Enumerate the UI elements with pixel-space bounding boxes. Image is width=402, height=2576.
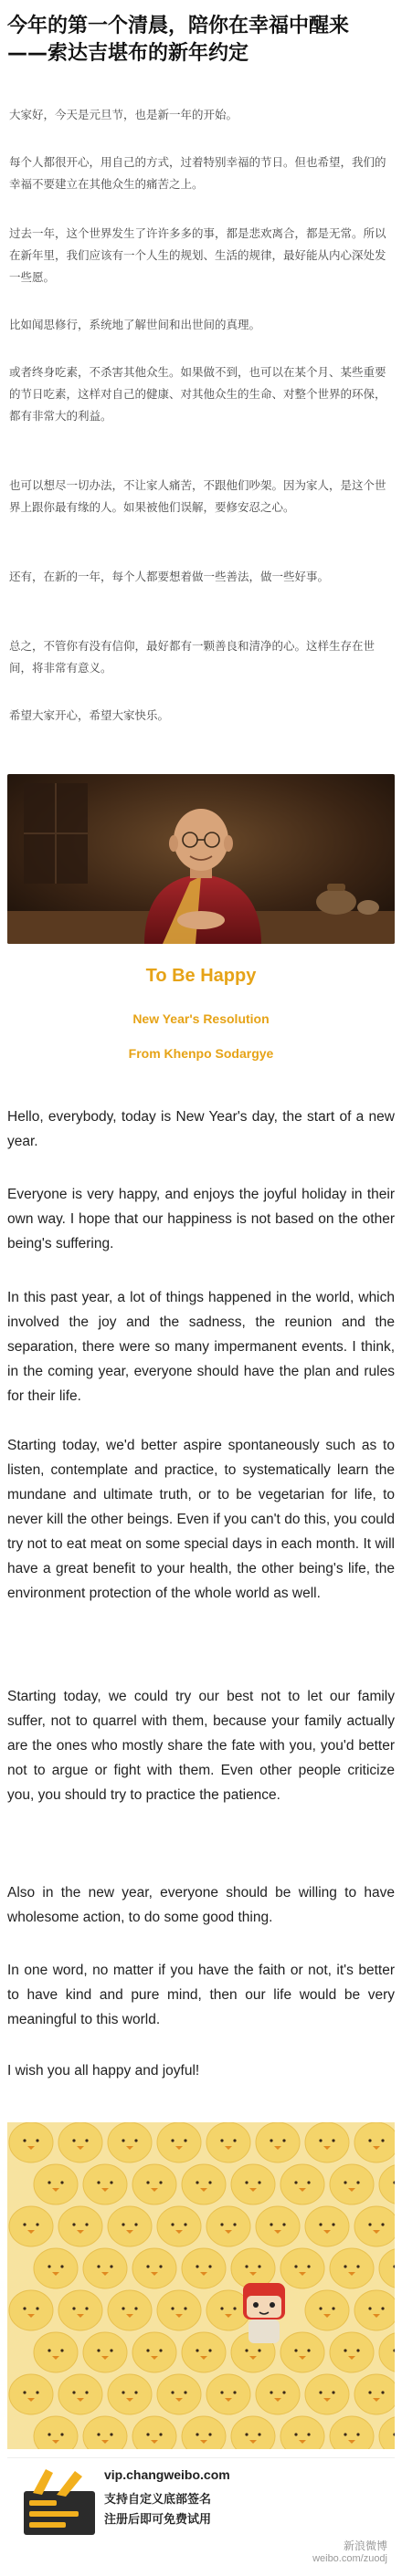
chick-eye: [184, 2307, 186, 2309]
chick-eye: [122, 2307, 124, 2309]
chick-eye: [356, 2265, 359, 2267]
chick-eye: [122, 2223, 124, 2225]
chick-icon: [132, 2332, 176, 2372]
cn-paragraph-1: 大家好，今天是元旦节，也是新一年的开始。: [9, 108, 238, 121]
chick-icon: [34, 2248, 78, 2288]
chick-icon: [132, 2164, 176, 2204]
chick-eye: [332, 2391, 334, 2393]
chick-icon: [354, 2206, 395, 2246]
en-paragraph-4: Starting today, we'd better aspire spontaneously such as to listen, contemplate and practice, to systematically learn the mundane and ultimate truth, or to be vegetarian for life, to never kill the other beings. Even if you can't do this, you could try not to eat meat on some special days in each month. It will have a great benefit to your health, the other being's life, the environment protection of the whole world as well.: [7, 1438, 395, 1601]
chick-eye: [72, 2307, 75, 2309]
en-heading: To Be Happy: [145, 966, 257, 986]
chick-icon: [34, 2164, 78, 2204]
chick-eye: [110, 2181, 112, 2183]
chick-icon: [58, 2374, 102, 2414]
chick-icon: [182, 2164, 226, 2204]
chick-eye: [245, 2349, 248, 2351]
chick-eye: [319, 2223, 322, 2225]
chick-eye: [356, 2433, 359, 2435]
chick-eye: [381, 2223, 384, 2225]
chick-icon: [83, 2332, 127, 2372]
chicks-illustration: [7, 2122, 395, 2449]
chick-eye: [208, 2433, 211, 2435]
chick-eye: [159, 2265, 162, 2267]
cn-paragraph-5: 或者终身吃素，不杀害其他众生。如果做不到，也可以在某个月、某些重要的节日吃素，这样对自己的健康、对其他众生的生命、对整个世界的环保，都有非常大的利益。: [9, 365, 386, 423]
chick-eye: [110, 2265, 112, 2267]
chick-eye: [294, 2265, 297, 2267]
cn-paragraph-6: 也可以想尽一切办法，不让家人痛苦，不跟他们吵架。因为家人，是这个世界上跟你最有缘的人。如果被他们误解，要修安忍之心。: [9, 478, 386, 514]
chick-eye: [381, 2391, 384, 2393]
chick-icon: [280, 2332, 324, 2372]
chick-icon: [83, 2248, 127, 2288]
weibo-watermark-name: 新浪微博: [343, 2539, 387, 2552]
chick-eye: [159, 2349, 162, 2351]
chick-icon: [354, 2374, 395, 2414]
chick-eye: [344, 2265, 346, 2267]
cn-paragraph-8: 总之，不管你有没有信仰，最好都有一颗善良和清净的心。这样生存在世间，将非常有意义。: [9, 639, 376, 675]
chick-eye: [208, 2181, 211, 2183]
chick-eye: [134, 2223, 137, 2225]
chick-icon: [330, 2164, 374, 2204]
chick-eye: [294, 2181, 297, 2183]
chick-eye: [23, 2307, 26, 2309]
chick-eye: [282, 2139, 285, 2141]
chick-icon: [280, 2248, 324, 2288]
chick-eye: [23, 2223, 26, 2225]
chick-eye: [48, 2349, 50, 2351]
khenpo-photo: [7, 774, 395, 944]
cn-paragraph-2: 每个人都很开心，用自己的方式，过着特别幸福的节日。但也希望，我们的幸福不要建立在其他众生的痛苦之上。: [9, 155, 386, 191]
red-character-icon: [243, 2283, 285, 2343]
chick-eye: [146, 2433, 149, 2435]
chick-eye: [36, 2307, 38, 2309]
en-subheading-resolution: New Year's Resolution: [132, 1011, 270, 1026]
chick-eye: [146, 2265, 149, 2267]
chick-icon: [157, 2206, 201, 2246]
chick-icon: [206, 2374, 250, 2414]
chick-eye: [36, 2223, 38, 2225]
chick-eye: [196, 2265, 198, 2267]
chick-eye: [245, 2265, 248, 2267]
chick-eye: [60, 2265, 63, 2267]
weibo-watermark-url: weibo.com/zuodj: [312, 2553, 387, 2564]
chick-eye: [122, 2391, 124, 2393]
chick-eye: [319, 2391, 322, 2393]
chick-icon: [330, 2332, 374, 2372]
weibo-watermark: [312, 2539, 387, 2565]
chick-eye: [134, 2391, 137, 2393]
article-title-line1: 今年的第一个清晨，陪你在幸福中醒来: [7, 15, 350, 37]
chick-eye: [233, 2139, 236, 2141]
chick-eye: [344, 2181, 346, 2183]
chick-icon: [9, 2290, 53, 2330]
chick-eye: [159, 2181, 162, 2183]
chick-icon: [132, 2248, 176, 2288]
chick-icon: [157, 2290, 201, 2330]
chick-eye: [134, 2307, 137, 2309]
chick-icon: [206, 2206, 250, 2246]
chick-icon: [354, 2122, 395, 2162]
chick-icon: [34, 2332, 78, 2372]
chick-eye: [159, 2433, 162, 2435]
chick-eye: [233, 2223, 236, 2225]
chick-icon: [157, 2374, 201, 2414]
chick-eye: [48, 2181, 50, 2183]
chick-eye: [332, 2223, 334, 2225]
chick-icon: [108, 2290, 152, 2330]
chick-eye: [245, 2433, 248, 2435]
chick-eye: [36, 2391, 38, 2393]
en-paragraph-7: In one word, no matter if you have the faith or not, it's better to have kind and pure mind, then our life would be very meaningful to this world.: [7, 1963, 395, 2027]
chick-eye: [233, 2391, 236, 2393]
chick-eye: [220, 2307, 223, 2309]
chick-eye: [258, 2181, 260, 2183]
chick-eye: [307, 2433, 310, 2435]
chick-icon: [231, 2248, 275, 2288]
chick-icon: [108, 2374, 152, 2414]
chick-eye: [282, 2223, 285, 2225]
chick-icon: [83, 2164, 127, 2204]
chick-icon: [305, 2290, 349, 2330]
chick-icon: [231, 2164, 275, 2204]
chick-eye: [294, 2349, 297, 2351]
promo-line-1: 支持自定义底部签名: [104, 2493, 212, 2507]
chick-eye: [60, 2181, 63, 2183]
chick-eye: [307, 2265, 310, 2267]
chick-icon: [9, 2122, 53, 2162]
chick-eye: [245, 2181, 248, 2183]
chick-icon: [280, 2164, 324, 2204]
chick-eye: [307, 2349, 310, 2351]
changweibo-logo-icon: [20, 2464, 99, 2539]
chick-eye: [332, 2139, 334, 2141]
chick-eye: [60, 2349, 63, 2351]
chick-eye: [60, 2433, 63, 2435]
chick-icon: [330, 2248, 374, 2288]
en-paragraph-2: Everyone is very happy, and enjoys the joyful holiday in their own way. I hope that our happiness is not based on the other being's suffering.: [7, 1187, 395, 1251]
chick-eye: [332, 2307, 334, 2309]
chick-icon: [182, 2248, 226, 2288]
chick-eye: [97, 2181, 100, 2183]
chick-icon: [206, 2122, 250, 2162]
promo-banner[interactable]: [7, 2457, 395, 2569]
chick-eye: [356, 2181, 359, 2183]
chick-eye: [220, 2223, 223, 2225]
chick-eye: [270, 2139, 272, 2141]
chick-eye: [220, 2139, 223, 2141]
en-subheading-author: From Khenpo Sodargye: [128, 1046, 274, 1061]
chick-eye: [110, 2433, 112, 2435]
chick-eye: [72, 2139, 75, 2141]
chick-eye: [307, 2181, 310, 2183]
cn-paragraph-7: 还有，在新的一年，每个人都要想着做一些善法，做一些好事。: [9, 570, 330, 583]
en-paragraph-1: Hello, everybody, today is New Year's day, the start of a new year.: [7, 1109, 395, 1149]
chick-eye: [319, 2139, 322, 2141]
chick-eye: [344, 2433, 346, 2435]
chick-eye: [368, 2223, 371, 2225]
chick-eye: [196, 2181, 198, 2183]
chick-icon: [256, 2374, 300, 2414]
chick-icon: [305, 2206, 349, 2246]
chick-eye: [270, 2223, 272, 2225]
chick-eye: [85, 2223, 88, 2225]
chick-icon: [58, 2290, 102, 2330]
chick-eye: [381, 2139, 384, 2141]
chick-icon: [108, 2206, 152, 2246]
chick-eye: [171, 2391, 174, 2393]
en-paragraph-5: Starting today, we could try our best not to let our family suffer, not to quarrel with them, because your family actually are the ones who mostly share the fate with you, you'd better not to argue or fight with them. Even other people criticize you, you should try to practice the patience.: [7, 1689, 395, 1803]
article-title-line2: ——索达吉堪布的新年约定: [7, 42, 249, 65]
chick-icon: [9, 2374, 53, 2414]
chick-eye: [85, 2391, 88, 2393]
chick-eye: [72, 2223, 75, 2225]
chick-eye: [23, 2391, 26, 2393]
chick-eye: [368, 2139, 371, 2141]
cn-paragraph-4: 比如闻思修行，系统地了解世间和出世间的真理。: [9, 318, 261, 331]
chick-eye: [368, 2307, 371, 2309]
chick-eye: [319, 2307, 322, 2309]
en-paragraph-3: In this past year, a lot of things happened in the world, which involved the joy and the sadness, the reunion and the separation, there were so many impermanent events. I think, in the coming year, everyone should have the plan and rules for their life.: [7, 1290, 395, 1404]
chick-icon: [256, 2206, 300, 2246]
chick-eye: [171, 2139, 174, 2141]
chick-eye: [208, 2349, 211, 2351]
chick-icon: [157, 2122, 201, 2162]
chick-eye: [110, 2349, 112, 2351]
chick-icon: [108, 2122, 152, 2162]
chick-eye: [220, 2391, 223, 2393]
en-paragraph-8: I wish you all happy and joyful!: [7, 2063, 200, 2079]
chick-eye: [258, 2265, 260, 2267]
chick-icon: [58, 2122, 102, 2162]
en-paragraph-6: Also in the new year, everyone should be willing to have wholesome action, to do some good thing.: [7, 1885, 395, 1925]
chick-eye: [184, 2139, 186, 2141]
chick-icon: [305, 2374, 349, 2414]
chick-eye: [258, 2433, 260, 2435]
promo-line-2: 注册后即可免费试用: [104, 2513, 212, 2527]
chick-eye: [85, 2139, 88, 2141]
chick-eye: [282, 2391, 285, 2393]
chick-eye: [97, 2433, 100, 2435]
chick-eye: [97, 2265, 100, 2267]
chick-eye: [233, 2307, 236, 2309]
chick-eye: [184, 2223, 186, 2225]
chick-icon: [58, 2206, 102, 2246]
chick-eye: [356, 2349, 359, 2351]
chick-eye: [146, 2349, 149, 2351]
chick-eye: [294, 2433, 297, 2435]
chick-eye: [36, 2139, 38, 2141]
chick-eye: [72, 2391, 75, 2393]
chick-eye: [146, 2181, 149, 2183]
chick-icon: [305, 2122, 349, 2162]
chick-eye: [258, 2349, 260, 2351]
chick-eye: [208, 2265, 211, 2267]
chick-eye: [196, 2433, 198, 2435]
chick-eye: [381, 2307, 384, 2309]
chick-eye: [171, 2223, 174, 2225]
chick-eye: [48, 2433, 50, 2435]
chick-eye: [344, 2349, 346, 2351]
cn-paragraph-3: 过去一年，这个世界发生了许许多多的事，都是悲欢离合，都是无常。所以在新年里，我们应该有一个人生的规划、生活的规律，最好能从内心深处发一些愿。: [9, 226, 386, 284]
chick-eye: [85, 2307, 88, 2309]
chick-icon: [354, 2290, 395, 2330]
chick-eye: [97, 2349, 100, 2351]
promo-url[interactable]: vip.changweibo.com: [104, 2467, 230, 2482]
cn-paragraph-9: 希望大家开心，希望大家快乐。: [9, 708, 170, 722]
chick-eye: [270, 2391, 272, 2393]
chick-eye: [184, 2391, 186, 2393]
chick-eye: [122, 2139, 124, 2141]
chick-icon: [182, 2332, 226, 2372]
chick-eye: [368, 2391, 371, 2393]
chick-icon: [9, 2206, 53, 2246]
chick-eye: [196, 2349, 198, 2351]
chick-icon: [256, 2122, 300, 2162]
chick-eye: [134, 2139, 137, 2141]
chick-eye: [48, 2265, 50, 2267]
chick-eye: [171, 2307, 174, 2309]
chick-eye: [23, 2139, 26, 2141]
article-title: [7, 13, 395, 68]
